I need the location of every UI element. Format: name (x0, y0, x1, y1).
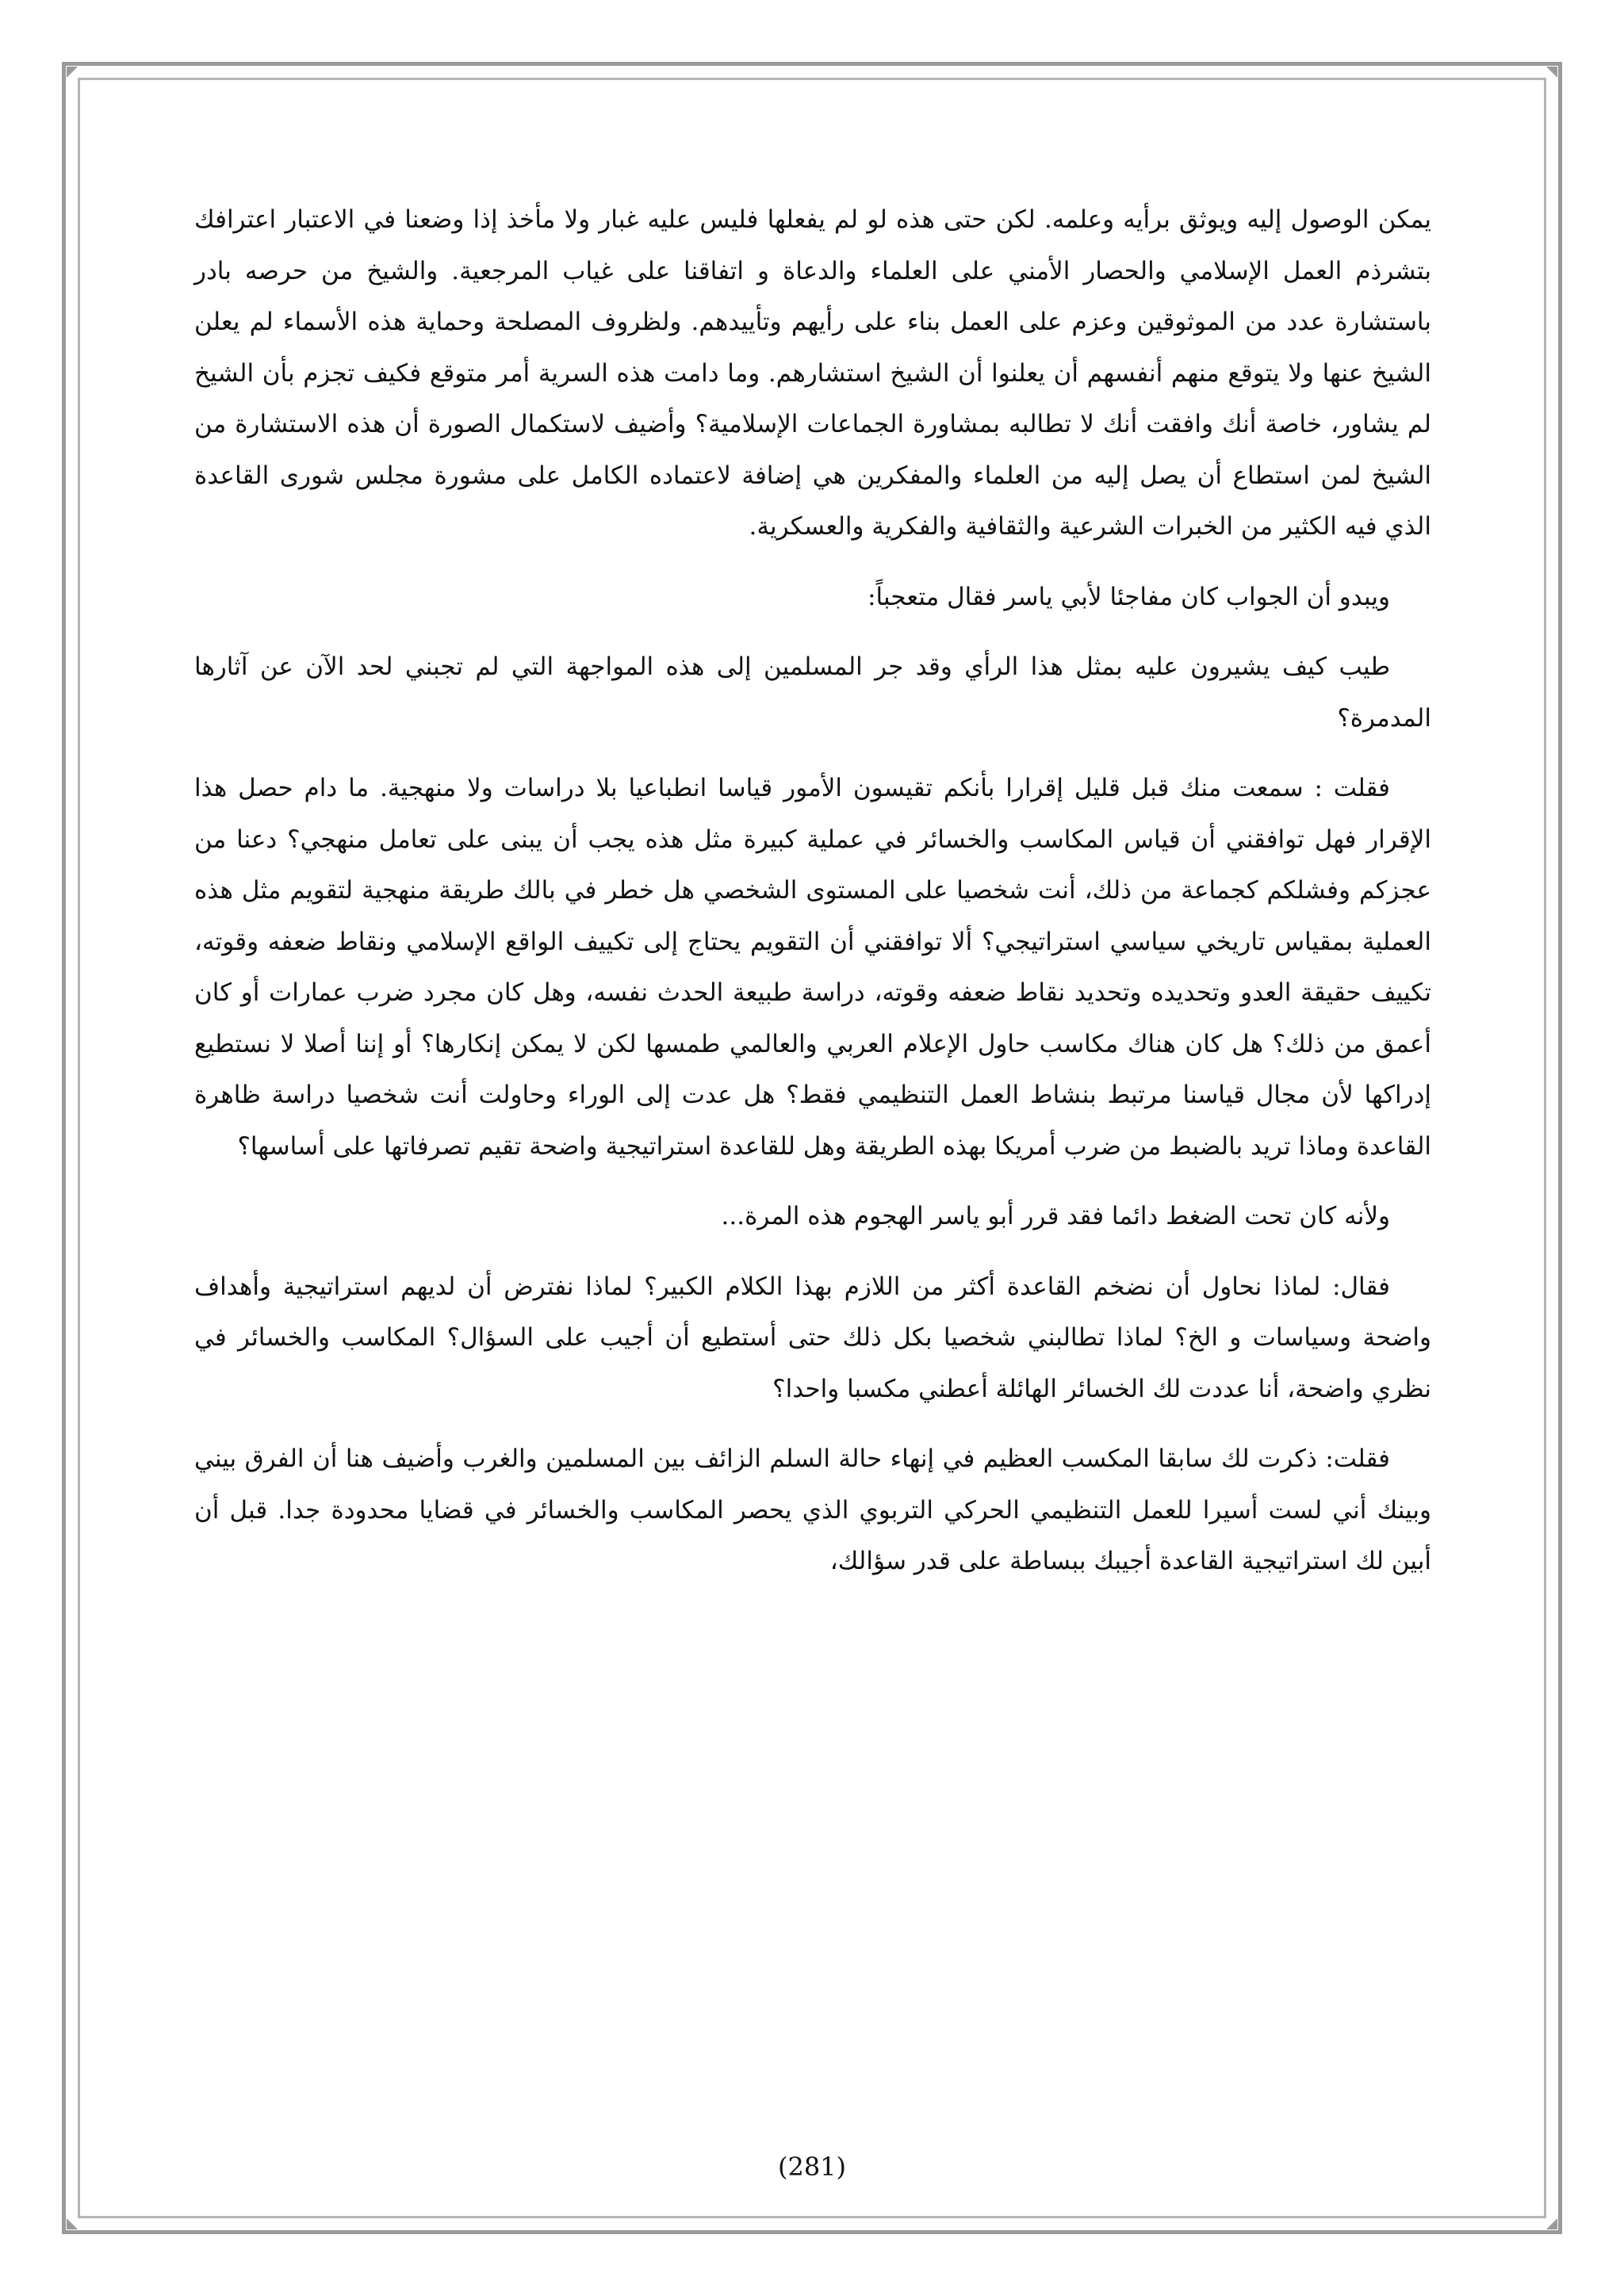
paragraph-7: فقلت: ذكرت لك سابقا المكسب العظيم في إنهاء حالة السلم الزائف بين المسلمين والغرب وأضيف هنا أن الفرق بيني وبينك أني لست أسيرا للعمل التنظيمي الحركي التربوي الذي يحصر المكاسب والخسائر في قضايا محدودة جدا. قبل أن أبين لك استراتيجية القاعدة أجيبك ببساطة على قدر سؤالك، (194, 1445, 1431, 1575)
paragraph-1: يمكن الوصول إليه ويوثق برأيه وعلمه. لكن حتى هذه لو لم يفعلها فليس عليه غبار ولا مأخذ إذا وضعنا في الاعتبار اعترافك بتشرذم العمل الإسلامي والحصار الأمني على العلماء والدعاة و اتفاقنا على غياب المرجعية. والشيخ من حرصه بادر باستشارة عدد من الموثوقين وعزم على العمل بناء على رأيهم وتأييدهم. ولظروف المصلحة وحماية هذه الأسماء لم يعلن الشيخ عنها ولا يتوقع منهم أنفسهم أن يعلنوا أن الشيخ استشارهم. وما دامت هذه السرية أمر متوقع فكيف تجزم بأن الشيخ لم يشاور، خاصة أنك وافقت أنك لا تطالبه بمشاورة الجماعات الإسلامية؟ وأضيف لاستكمال الصورة أن هذه الاستشارة من الشيخ لمن استطاع أن يصل إليه من العلماء والمفكرين هي إضافة لاعتماده الكامل على مشورة مجلس شورى القاعدة الذي فيه الكثير من الخبرات الشرعية والثقافية والفكرية والعسكرية. (194, 205, 1431, 541)
paragraph-6: فقال: لماذا نحاول أن نضخم القاعدة أكثر من اللازم بهذا الكلام الكبير؟ لماذا نفترض أن لديهم استراتيجية وأهداف واضحة وسياسات و الخ؟ لماذا تطالبني شخصيا بكل ذلك حتى أستطيع أن أجيب على السؤال؟ المكاسب والخسائر في نظري واضحة، أنا عددت لك الخسائر الهائلة أعطني مكسبا واحدا؟ (194, 1272, 1431, 1403)
frame-corner-top-left (67, 67, 78, 78)
frame-corner-bottom-left (67, 2218, 78, 2229)
paragraph-4: فقلت : سمعت منك قبل قليل إقرارا بأنكم تقيسون الأمور قياسا انطباعيا بلا دراسات ولا منهجية. ما دام حصل هذا الإقرار فهل توافقني أن قياس المكاسب والخسائر في عملية كبيرة مثل هذه يجب أن يبنى على تعامل منهجي؟ دعنا من عجزكم وفشلكم كجماعة من ذلك، أنت شخصيا على المستوى الشخصي هل خطر في بالك طريقة منهجية لتقويم مثل هذه العملية بمقياس تاريخي سياسي استراتيجي؟ ألا توافقني أن التقويم يحتاج إلى تكييف الواقع الإسلامي ونقاط ضعفه وقوته، تكييف حقيقة العدو وتحديده وتحديد نقاط ضعفه وقوته، دراسة طبيعة الحدث نفسه، وهل كان مجرد ضرب عمارات أو كان أعمق من ذلك؟ هل كان هناك مكاسب حاول الإعلام العربي والعالمي طمسها لكن لا يمكن إنكارها؟ أو إننا أصلا لا نستطيع إدراكها لأن مجال قياسنا مرتبط بنشاط العمل التنظيمي فقط؟ هل عدت إلى الوراء وحاولت أنت شخصيا دراسة ظاهرة القاعدة وماذا تريد بالضبط من ضرب أمريكا بهذه الطريقة وهل للقاعدة استراتيجية واضحة تقيم تصرفاتها على أساسها؟ (194, 774, 1431, 1161)
paragraph-5: ولأنه كان تحت الضغط دائما فقد قرر أبو ياسر الهجوم هذه المرة... (721, 1202, 1390, 1230)
page-number: (281) (777, 2152, 847, 2182)
frame-corner-bottom-right (1546, 2218, 1557, 2229)
frame-corner-top-right (1546, 67, 1557, 78)
paragraph-3: طيب كيف يشيرون عليه بمثل هذا الرأي وقد جر المسلمين إلى هذه المواجهة التي لم تجبني لحد الآن عن آثارها المدمرة؟ (194, 652, 1431, 733)
paragraph-2: ويبدو أن الجواب كان مفاجئا لأبي ياسر فقال متعجباً: (868, 582, 1390, 611)
page-body (194, 194, 1431, 1606)
